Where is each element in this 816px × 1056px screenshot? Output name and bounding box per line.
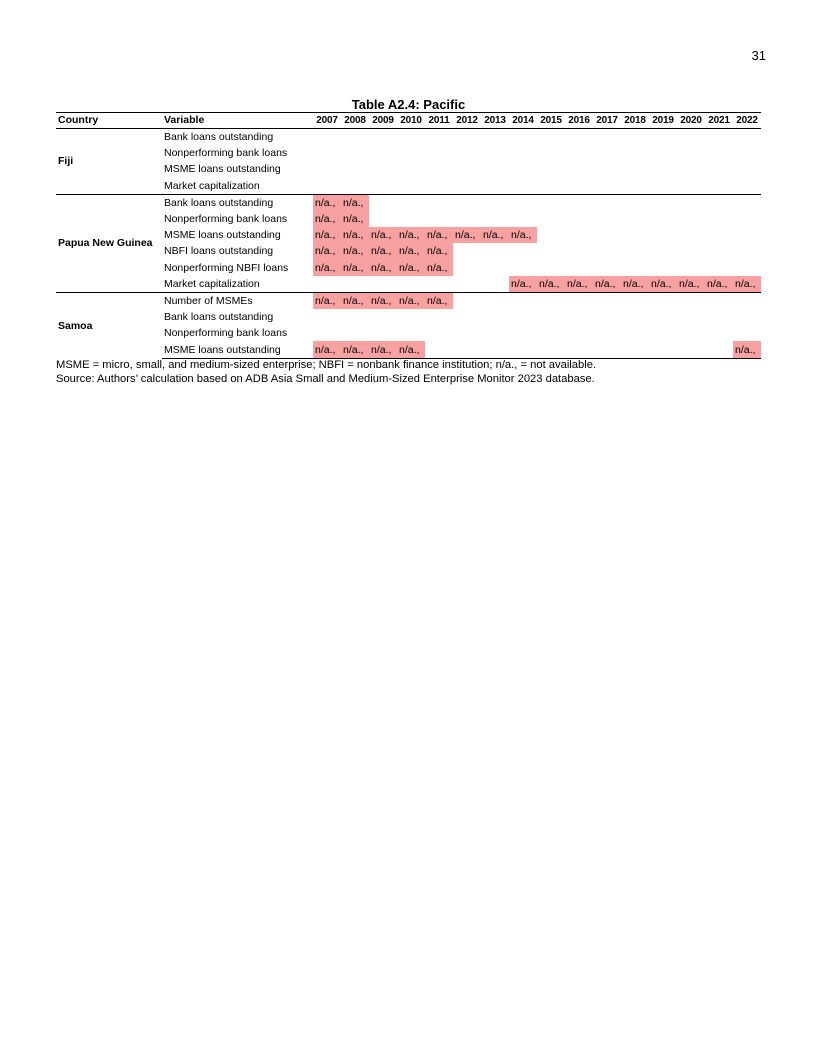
empty-cell — [621, 161, 649, 177]
table-row — [56, 260, 761, 276]
empty-cell — [649, 161, 677, 177]
table-header-row — [56, 113, 761, 129]
empty-cell — [733, 227, 761, 243]
na-cell: n/a., — [313, 292, 341, 309]
empty-cell — [341, 129, 369, 146]
empty-cell — [593, 211, 621, 227]
empty-cell — [677, 309, 705, 325]
variable-cell: Nonperforming bank loans — [164, 213, 288, 226]
empty-cell — [313, 129, 341, 146]
empty-cell — [509, 161, 537, 177]
empty-cell — [425, 341, 453, 358]
empty-cell — [453, 161, 481, 177]
empty-cell — [705, 227, 733, 243]
empty-cell — [481, 211, 509, 227]
country-cell: Papua New Guinea — [56, 194, 162, 292]
header-year: 2013 — [481, 113, 509, 129]
empty-cell — [705, 161, 733, 177]
header-year: 2020 — [677, 113, 705, 129]
empty-cell — [621, 243, 649, 259]
na-cell: n/a., — [649, 276, 677, 293]
na-cell: n/a., — [621, 276, 649, 293]
empty-cell — [369, 161, 397, 177]
empty-cell — [453, 129, 481, 146]
empty-cell — [313, 325, 341, 341]
empty-cell — [649, 260, 677, 276]
empty-cell — [481, 178, 509, 195]
empty-cell — [677, 129, 705, 146]
na-cell: n/a., — [397, 243, 425, 259]
table-row — [56, 211, 761, 227]
empty-cell — [649, 178, 677, 195]
header-year: 2010 — [397, 113, 425, 129]
na-cell: n/a., — [565, 276, 593, 293]
empty-cell — [649, 292, 677, 309]
empty-cell — [313, 161, 341, 177]
header-year: 2011 — [425, 113, 453, 129]
empty-cell — [733, 292, 761, 309]
empty-cell — [649, 325, 677, 341]
empty-cell — [733, 145, 761, 161]
empty-cell — [593, 309, 621, 325]
empty-cell — [677, 341, 705, 358]
empty-cell — [369, 276, 397, 293]
na-cell: n/a., — [453, 227, 481, 243]
empty-cell — [509, 292, 537, 309]
empty-cell — [593, 227, 621, 243]
header-year: 2015 — [537, 113, 565, 129]
empty-cell — [425, 194, 453, 211]
na-cell: n/a., — [341, 227, 369, 243]
empty-cell — [453, 292, 481, 309]
empty-cell — [649, 309, 677, 325]
empty-cell — [705, 129, 733, 146]
na-cell: n/a., — [397, 292, 425, 309]
header-year: 2018 — [621, 113, 649, 129]
na-cell: n/a., — [313, 194, 341, 211]
empty-cell — [593, 178, 621, 195]
table-row — [56, 325, 761, 341]
empty-cell — [509, 129, 537, 146]
empty-cell — [425, 276, 453, 293]
empty-cell — [621, 178, 649, 195]
header-year: 2012 — [453, 113, 481, 129]
na-cell: n/a., — [593, 276, 621, 293]
header-variable: Variable — [162, 113, 313, 129]
empty-cell — [705, 341, 733, 358]
na-cell: n/a., — [397, 260, 425, 276]
empty-cell — [621, 341, 649, 358]
empty-cell — [677, 178, 705, 195]
empty-cell — [481, 325, 509, 341]
header-year: 2016 — [565, 113, 593, 129]
na-cell: n/a., — [733, 276, 761, 293]
empty-cell — [313, 145, 341, 161]
empty-cell — [481, 145, 509, 161]
empty-cell — [425, 161, 453, 177]
empty-cell — [453, 309, 481, 325]
empty-cell — [369, 178, 397, 195]
empty-cell — [649, 227, 677, 243]
na-cell: n/a., — [509, 276, 537, 293]
empty-cell — [509, 178, 537, 195]
na-cell: n/a., — [313, 211, 341, 227]
na-cell: n/a., — [397, 227, 425, 243]
empty-cell — [369, 325, 397, 341]
variable-cell: Nonperforming bank loans — [164, 147, 288, 160]
empty-cell — [453, 260, 481, 276]
empty-cell — [537, 227, 565, 243]
empty-cell — [677, 292, 705, 309]
na-cell: n/a., — [369, 341, 397, 358]
empty-cell — [481, 194, 509, 211]
empty-cell — [481, 129, 509, 146]
table-row — [56, 227, 761, 243]
empty-cell — [509, 211, 537, 227]
header-year: 2017 — [593, 113, 621, 129]
empty-cell — [649, 341, 677, 358]
na-cell: n/a., — [341, 243, 369, 259]
empty-cell — [397, 194, 425, 211]
empty-cell — [733, 178, 761, 195]
variable-cell: NBFI loans outstanding — [164, 245, 274, 258]
country-cell: Samoa — [56, 292, 162, 358]
source-note: Source: Authors’ calculation based on ADB Asia Small and Medium-Sized Enterprise Monitor 2023 database. — [56, 373, 595, 385]
empty-cell — [509, 309, 537, 325]
variable-cell: Bank loans outstanding — [162, 194, 313, 211]
empty-cell — [677, 161, 705, 177]
na-cell: n/a., — [425, 227, 453, 243]
empty-cell — [593, 325, 621, 341]
page-number: 31 — [751, 48, 766, 63]
empty-cell — [453, 194, 481, 211]
empty-cell — [453, 178, 481, 195]
empty-cell — [733, 325, 761, 341]
empty-cell — [537, 194, 565, 211]
empty-cell — [537, 309, 565, 325]
header-year: 2014 — [509, 113, 537, 129]
empty-cell — [369, 309, 397, 325]
empty-cell — [705, 178, 733, 195]
empty-cell — [509, 341, 537, 358]
empty-cell — [425, 325, 453, 341]
empty-cell — [397, 325, 425, 341]
na-cell: n/a., — [369, 260, 397, 276]
na-cell: n/a., — [509, 227, 537, 243]
empty-cell — [397, 178, 425, 195]
data-table — [56, 112, 761, 359]
na-cell: n/a., — [369, 227, 397, 243]
empty-cell — [649, 194, 677, 211]
empty-cell — [425, 211, 453, 227]
na-cell: n/a., — [341, 194, 369, 211]
empty-cell — [509, 325, 537, 341]
empty-cell — [397, 309, 425, 325]
header-year: 2021 — [705, 113, 733, 129]
empty-cell — [397, 129, 425, 146]
header-country: Country — [56, 113, 162, 129]
empty-cell — [397, 276, 425, 293]
empty-cell — [397, 145, 425, 161]
empty-cell — [733, 243, 761, 259]
empty-cell — [313, 309, 341, 325]
empty-cell — [565, 161, 593, 177]
empty-cell — [733, 194, 761, 211]
empty-cell — [593, 194, 621, 211]
empty-cell — [537, 260, 565, 276]
na-cell: n/a., — [537, 276, 565, 293]
table-row — [56, 145, 761, 161]
table-row — [56, 341, 761, 358]
empty-cell — [705, 309, 733, 325]
na-cell: n/a., — [481, 227, 509, 243]
table-row — [56, 276, 761, 293]
header-year: 2022 — [733, 113, 761, 129]
empty-cell — [677, 243, 705, 259]
empty-cell — [313, 276, 341, 293]
empty-cell — [621, 325, 649, 341]
table-row — [56, 178, 761, 195]
empty-cell — [677, 227, 705, 243]
empty-cell — [705, 260, 733, 276]
empty-cell — [341, 276, 369, 293]
empty-cell — [481, 161, 509, 177]
na-cell: n/a., — [313, 341, 341, 358]
variable-cell: Bank loans outstanding — [164, 311, 274, 324]
empty-cell — [453, 276, 481, 293]
empty-cell — [425, 129, 453, 146]
empty-cell — [453, 325, 481, 341]
variable-cell: Bank loans outstanding — [164, 131, 274, 144]
empty-cell — [593, 341, 621, 358]
abbreviations-note: MSME = micro, small, and medium-sized enterprise; NBFI = nonbank finance institution; n/a., = not available. — [56, 359, 597, 371]
empty-cell — [649, 211, 677, 227]
empty-cell — [593, 129, 621, 146]
empty-cell — [481, 341, 509, 358]
empty-cell — [621, 292, 649, 309]
empty-cell — [677, 211, 705, 227]
empty-cell — [733, 260, 761, 276]
empty-cell — [537, 178, 565, 195]
empty-cell — [621, 129, 649, 146]
empty-cell — [565, 260, 593, 276]
empty-cell — [621, 227, 649, 243]
empty-cell — [509, 145, 537, 161]
na-cell: n/a., — [341, 260, 369, 276]
na-cell: n/a., — [341, 341, 369, 358]
empty-cell — [621, 211, 649, 227]
empty-cell — [313, 178, 341, 195]
empty-cell — [565, 227, 593, 243]
empty-cell — [593, 260, 621, 276]
empty-cell — [341, 145, 369, 161]
table-row — [56, 309, 761, 325]
empty-cell — [481, 260, 509, 276]
empty-cell — [705, 292, 733, 309]
empty-cell — [621, 309, 649, 325]
empty-cell — [369, 194, 397, 211]
empty-cell — [593, 161, 621, 177]
empty-cell — [369, 129, 397, 146]
empty-cell — [621, 145, 649, 161]
empty-cell — [425, 145, 453, 161]
na-cell: n/a., — [397, 341, 425, 358]
empty-cell — [565, 129, 593, 146]
empty-cell — [537, 243, 565, 259]
header-year: 2008 — [341, 113, 369, 129]
empty-cell — [705, 243, 733, 259]
empty-cell — [369, 211, 397, 227]
empty-cell — [621, 260, 649, 276]
table-title: Table A2.4: Pacific — [351, 97, 466, 112]
empty-cell — [565, 145, 593, 161]
header-year: 2007 — [313, 113, 341, 129]
empty-cell — [537, 129, 565, 146]
table-row — [56, 194, 761, 211]
variable-cell: Nonperforming bank loans — [164, 327, 288, 340]
variable-cell: Market capitalization — [164, 179, 260, 192]
empty-cell — [537, 145, 565, 161]
empty-cell — [509, 243, 537, 259]
empty-cell — [565, 325, 593, 341]
na-cell: n/a., — [313, 227, 341, 243]
country-cell: Fiji — [58, 155, 74, 168]
na-cell: n/a., — [341, 211, 369, 227]
empty-cell — [621, 194, 649, 211]
empty-cell — [537, 161, 565, 177]
empty-cell — [677, 194, 705, 211]
empty-cell — [509, 194, 537, 211]
variable-cell: Number of MSMEs — [162, 292, 313, 309]
na-cell: n/a., — [733, 341, 761, 358]
table-notes — [56, 358, 761, 386]
variable-cell: Market capitalization — [164, 277, 260, 290]
empty-cell — [705, 211, 733, 227]
empty-cell — [565, 243, 593, 259]
empty-cell — [649, 129, 677, 146]
empty-cell — [537, 325, 565, 341]
na-cell: n/a., — [425, 260, 453, 276]
empty-cell — [481, 243, 509, 259]
variable-cell: MSME loans outstanding — [162, 341, 313, 358]
empty-cell — [453, 341, 481, 358]
empty-cell — [565, 341, 593, 358]
empty-cell — [565, 292, 593, 309]
empty-cell — [677, 325, 705, 341]
empty-cell — [453, 243, 481, 259]
empty-cell — [481, 309, 509, 325]
empty-cell — [397, 161, 425, 177]
empty-cell — [733, 211, 761, 227]
na-cell: n/a., — [425, 243, 453, 259]
table-row — [56, 243, 761, 259]
na-cell: n/a., — [369, 243, 397, 259]
na-cell: n/a., — [341, 292, 369, 309]
na-cell: n/a., — [313, 243, 341, 259]
na-cell: n/a., — [369, 292, 397, 309]
empty-cell — [677, 260, 705, 276]
empty-cell — [649, 145, 677, 161]
empty-cell — [565, 211, 593, 227]
empty-cell — [733, 161, 761, 177]
empty-cell — [509, 260, 537, 276]
empty-cell — [341, 178, 369, 195]
variable-cell: MSME loans outstanding — [164, 163, 281, 176]
empty-cell — [425, 178, 453, 195]
na-cell: n/a., — [705, 276, 733, 293]
table-row — [56, 292, 761, 309]
table-row — [56, 129, 761, 146]
variable-cell: Nonperforming NBFI loans — [164, 261, 289, 274]
empty-cell — [341, 161, 369, 177]
empty-cell — [453, 211, 481, 227]
empty-cell — [593, 243, 621, 259]
na-cell: n/a., — [425, 292, 453, 309]
empty-cell — [649, 243, 677, 259]
na-cell: n/a., — [313, 260, 341, 276]
empty-cell — [705, 325, 733, 341]
variable-cell: MSME loans outstanding — [164, 229, 281, 242]
empty-cell — [677, 145, 705, 161]
empty-cell — [593, 292, 621, 309]
empty-cell — [537, 211, 565, 227]
empty-cell — [425, 309, 453, 325]
empty-cell — [537, 292, 565, 309]
empty-cell — [341, 325, 369, 341]
empty-cell — [565, 309, 593, 325]
empty-cell — [593, 145, 621, 161]
empty-cell — [341, 309, 369, 325]
empty-cell — [733, 309, 761, 325]
empty-cell — [565, 178, 593, 195]
empty-cell — [453, 145, 481, 161]
na-cell: n/a., — [677, 276, 705, 293]
empty-cell — [565, 194, 593, 211]
header-year: 2019 — [649, 113, 677, 129]
empty-cell — [537, 341, 565, 358]
empty-cell — [733, 129, 761, 146]
header-year: 2009 — [369, 113, 397, 129]
table-row — [56, 161, 761, 177]
empty-cell — [705, 145, 733, 161]
empty-cell — [369, 145, 397, 161]
empty-cell — [481, 276, 509, 293]
empty-cell — [481, 292, 509, 309]
empty-cell — [705, 194, 733, 211]
empty-cell — [397, 211, 425, 227]
